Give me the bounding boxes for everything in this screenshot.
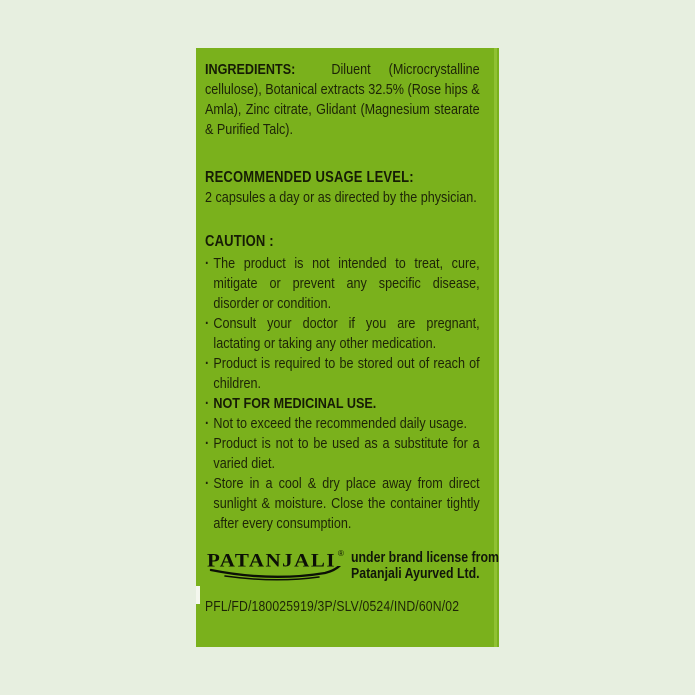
bullet-dot: ·	[205, 395, 210, 412]
caution-bullet	[205, 474, 480, 534]
caution-bullet	[205, 394, 480, 414]
registered-trademark-symbol: ®	[338, 549, 344, 558]
patanjali-logo	[207, 551, 347, 571]
bullet-text: Store in a cool & dry place away from direct sunlight & moisture. Close the container tightly after every consumption.	[213, 475, 480, 532]
bullet-dot: ·	[205, 355, 210, 372]
bullet-text: The product is not intended to treat, cure, mitigate or prevent any specific disease, disorder or condition.	[213, 255, 480, 312]
bullet-text: Not to exceed the recommended daily usage.	[213, 415, 467, 432]
caution-bullet	[205, 254, 480, 314]
logo-swoosh-icon	[209, 566, 345, 584]
caution-bullet	[205, 434, 480, 474]
license-text	[351, 551, 499, 582]
license-text-line2: Patanjali Ayurved Ltd.	[351, 565, 480, 582]
caution-section	[205, 232, 480, 534]
caution-bullet	[205, 314, 480, 354]
ingredients-section	[205, 60, 480, 140]
ingredients-text: Diluent (Microcrystalline cellulose), Botanical extracts 32.5% (Rose hips & Amla), Zinc citrate, Glidant (Magnesium stearate & Purified Talc).	[205, 61, 480, 138]
caution-list	[205, 254, 480, 534]
caution-bullet	[205, 414, 480, 434]
caution-bullet	[205, 354, 480, 394]
license-text-line1: under brand license from	[351, 550, 499, 566]
patanjali-wordmark: PATANJALI	[207, 549, 336, 572]
bullet-dot: ·	[205, 315, 210, 332]
bullet-dot: ·	[205, 415, 210, 432]
bullet-dot: ·	[205, 435, 210, 452]
bullet-text: Product is not to be used as a substitute for a varied diet.	[213, 435, 480, 472]
product-label	[196, 48, 499, 647]
ingredients-paragraph	[205, 60, 480, 140]
bullet-text: Consult your doctor if you are pregnant, lactating or taking any other medication.	[213, 315, 480, 352]
bullet-text: Product is required to be stored out of reach of children.	[213, 355, 480, 392]
label-left-tick	[196, 586, 200, 604]
brand-section	[207, 549, 499, 582]
bullet-text: NOT FOR MEDICINAL USE.	[213, 395, 377, 412]
bullet-dot: ·	[205, 255, 210, 272]
bullet-dot: ·	[205, 475, 210, 492]
ingredients-heading: INGREDIENTS:	[205, 61, 296, 78]
usage-text: 2 capsules a day or as directed by the physician.	[205, 189, 477, 206]
usage-section	[205, 168, 480, 208]
batch-code: PFL/FD/180025919/3P/SLV/0524/IND/60N/02	[205, 599, 460, 615]
caution-heading: CAUTION :	[205, 233, 274, 250]
usage-heading: RECOMMENDED USAGE LEVEL:	[205, 169, 414, 186]
batch-code-section	[205, 597, 480, 617]
